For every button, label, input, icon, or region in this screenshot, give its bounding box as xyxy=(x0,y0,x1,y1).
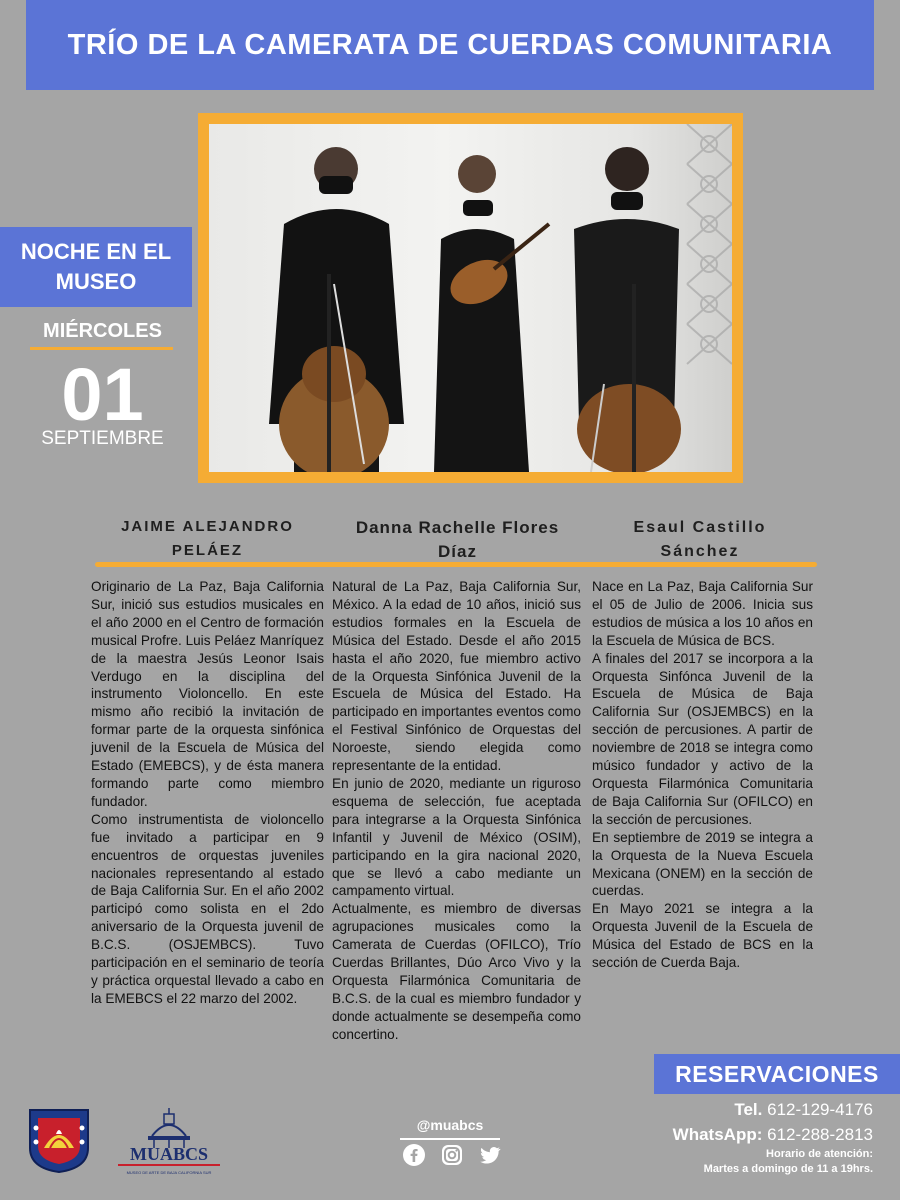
bio-column-1 xyxy=(91,578,324,1008)
event-name xyxy=(21,237,171,297)
reservations-banner[interactable]: RESERVACIONES xyxy=(654,1054,900,1094)
logo-name: MUABCS xyxy=(129,1144,209,1164)
photo-frame xyxy=(198,113,743,483)
logo-subtitle: MUSEO DE ARTE DE BAJA CALIFORNIA SUR xyxy=(126,1170,212,1175)
musician-name-2: Danna Rachelle Flores Díaz xyxy=(355,518,560,561)
bio-paragraph: A finales del 2017 se incorpora a la Orquesta Sinfónca Juvenil de la Escuela de Música de Baja California Sur (OSJEMBCS) en la sección de percusiones. A partir de noviembre de 2018 se integra como músico fundador y activo de la Orquesta Filarmónica Comunitaria de Baja California Sur (OFILCO) en la sección de percusiones. xyxy=(592,650,813,827)
phone-label: Tel. xyxy=(734,1100,763,1119)
bio-paragraph: Nace en La Paz, Baja California Sur el 05 de Julio de 2006. Inicia sus estudios de música a los 10 años en la Escuela de Música de BCS. xyxy=(592,579,813,648)
event-name-line2: MUSEO xyxy=(55,269,137,294)
whatsapp-number[interactable]: 612-288-2813 xyxy=(767,1125,873,1144)
trio-photo xyxy=(209,124,732,472)
bio-paragraph: Originario de La Paz, Baja California Sur, inició sus estudios musicales en el año 2000 en el Centro de formación musical Profre. Luis Peláez Manríquez de la maestra Jesús Leonor Isais Verdugo en la disciplina del instrumento Violoncello. En este mismo año recibió la invitación de formar parte de la orquesta sinfónica juvenil de la Escuela de Música del Estado (EMEBCS), y de ésta manera formando parte como miembro fundador. xyxy=(91,579,324,809)
muabcs-logo xyxy=(112,1108,227,1178)
phone-number[interactable]: 612-129-4176 xyxy=(767,1100,873,1119)
event-name-line1: NOCHE EN EL xyxy=(20,239,172,264)
violinist-center xyxy=(434,155,549,472)
bio-paragraph: Actualmente, es miembro de diversas agrupaciones musicales como la Camerata de Cuerdas (OFILCO), Trío Cuerdas Brillantes, Dúo Arco Vivo y la Orquesta Filarmónica Comunitaria de B.C.S. de la cual es miembro fundador y donde actualmente se desempeña como concertino. xyxy=(332,901,581,1042)
cellist-left xyxy=(269,147,404,472)
hours-text: Martes a domingo de 11 a 19hrs. xyxy=(703,1163,873,1175)
twitter-icon[interactable] xyxy=(478,1143,502,1167)
bio-paragraph: En Mayo 2021 se integra a la Orquesta Juvenil de la Escuela de Música del Estado de BCS en la sección de Cuerda Baja. xyxy=(592,901,813,971)
bio-paragraph: Como instrumentista de violoncello fue invitado a participar en 9 encuentros de orquestas juveniles nacionales representando al estado de Baja California Sur. En el año 2002 participó como solista en el 2do aniversario de la Orquesta juvenil de B.C.S. (OSJEMBCS). Tuvo participación en el seminario de teoría y práctica orquestal llevado a cabo en la EMEBCS el 22 marzo del 2002. xyxy=(91,811,324,1006)
social-handle[interactable]: @muabcs xyxy=(416,1117,484,1133)
bio-paragraph: En septiembre de 2019 se integra a la Orquesta de la Nueva Escuela Mexicana (ONEM) en la sección de cuerdas. xyxy=(592,829,813,899)
event-day: MIÉRCOLES xyxy=(43,320,162,342)
bio-column-2 xyxy=(332,578,581,1044)
event-month: SEPTIEMBRE xyxy=(41,428,164,449)
cellist-right xyxy=(574,147,681,472)
names-divider xyxy=(95,562,817,567)
page-title: TRÍO DE LA CAMERATA DE CUERDAS COMUNITARIA xyxy=(67,28,833,61)
event-name-box xyxy=(0,227,192,307)
musician-name-1: JAIME ALEJANDRO PELÁEZ xyxy=(121,518,294,559)
facebook-icon[interactable] xyxy=(402,1143,426,1167)
bio-paragraph: Natural de La Paz, Baja California Sur, México. A la edad de 10 años, inició sus estudios formales en la Escuela de Música del Estado. Desde el año 2015 hasta el año 2020, fue miembro activo de la Orquesta Sinfónica Juvenil de la Escuela de Música del Estado. Ha participado en importantes eventos como el Festival Sinfónico de Orquestas del Noroeste, siendo elegida como representante de la entidad. xyxy=(332,579,581,774)
lattice-decoration xyxy=(687,124,732,364)
social-divider xyxy=(400,1138,500,1140)
trio-illustration xyxy=(209,124,732,472)
hours-label: Horario de atención: xyxy=(766,1148,873,1160)
instagram-icon[interactable] xyxy=(440,1143,464,1167)
title-banner xyxy=(26,0,874,90)
social-icons xyxy=(402,1143,502,1167)
bio-paragraph: En junio de 2020, mediante un riguroso esquema de selección, fue aceptada para integrarse a la Orquesta Sinfónica Infantil y Juvenil de México (OSIM), participando en la gira nacional 2020, que se llevó a cabo mediante un campamento virtual. xyxy=(332,775,581,899)
state-crest-icon xyxy=(28,1108,90,1174)
bio-column-3 xyxy=(592,578,813,972)
event-date: 01 xyxy=(61,353,144,436)
day-divider xyxy=(30,347,173,350)
whatsapp-line xyxy=(673,1125,873,1145)
whatsapp-label: WhatsApp: xyxy=(672,1125,763,1144)
phone-line xyxy=(734,1100,873,1120)
musician-name-3: Esaul Castillo Sánchez xyxy=(633,519,767,560)
